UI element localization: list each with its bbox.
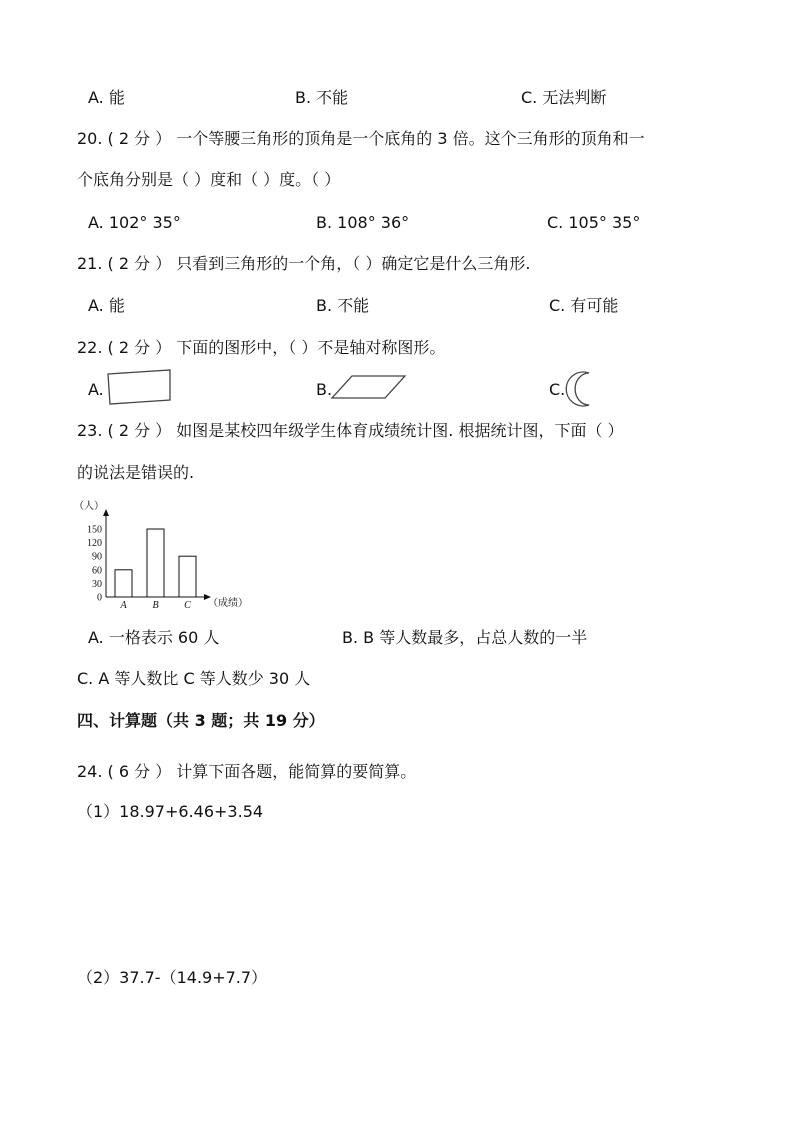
bar-c xyxy=(179,556,196,597)
y-tick-label: 150 xyxy=(87,524,102,536)
x-category-label: B xyxy=(152,600,159,611)
q21-option-c[interactable]: C. 有可能 xyxy=(549,296,619,315)
question-22-text: 22. ( 2 分 ） 下面的图形中，（ ）不是轴对称图形。 xyxy=(77,338,446,357)
x-axis-label: （成绩） xyxy=(208,598,248,609)
q23-option-b[interactable]: B. B 等人数最多，占总人数的一半 xyxy=(342,628,588,647)
q19-option-b[interactable]: B. 不能 xyxy=(295,88,349,107)
bar-a xyxy=(115,570,132,597)
q20-option-c[interactable]: C. 105° 35° xyxy=(547,213,641,232)
y-tick-label: 0 xyxy=(97,592,102,604)
q19-option-a[interactable]: A. 能 xyxy=(88,88,125,107)
crescent-moon-shape-icon xyxy=(565,371,605,407)
q23-option-a[interactable]: A. 一格表示 60 人 xyxy=(88,628,220,647)
question-23-text: 23. ( 2 分 ） 如图是某校四年级学生体育成绩统计图. 根据统计图，下面（ ） xyxy=(77,421,624,440)
q20-option-b[interactable]: B. 108° 36° xyxy=(316,213,410,232)
section-heading: 四、计算题（共 3 题；共 19 分） xyxy=(77,711,325,730)
q21-option-b[interactable]: B. 不能 xyxy=(316,296,370,315)
bar-b xyxy=(147,529,164,597)
q23-option-c[interactable]: C. A 等人数比 C 等人数少 30 人 xyxy=(77,669,311,688)
x-category-label: A xyxy=(120,600,127,611)
y-tick-label: 120 xyxy=(87,538,102,550)
y-tick-label: 60 xyxy=(92,565,102,577)
y-tick-label: 90 xyxy=(92,551,102,563)
y-axis-label: （人） xyxy=(74,501,104,512)
parallelogram-shape-icon xyxy=(330,373,408,401)
q24-sub-question-1: （1）18.97+6.46+3.54 xyxy=(77,802,264,821)
y-tick-label: 30 xyxy=(92,578,102,590)
q21-option-a[interactable]: A. 能 xyxy=(88,296,125,315)
q22-option-b[interactable]: B. xyxy=(316,380,333,399)
q19-option-c[interactable]: C. 无法判断 xyxy=(521,88,607,107)
question-24-text: 24. ( 6 分 ） 计算下面各题，能简算的要简算。 xyxy=(77,762,417,781)
question-23-text-cont: 的说法是错误的. xyxy=(77,463,195,482)
q24-sub-question-2: （2）37.7-（14.9+7.7） xyxy=(77,968,268,987)
question-20-text-cont: 个底角分别是（ ）度和（ ）度。（ ） xyxy=(77,170,341,189)
question-21-text: 21. ( 2 分 ） 只看到三角形的一个角，（ ）确定它是什么三角形. xyxy=(77,254,531,273)
q22-option-a[interactable]: A. xyxy=(88,380,104,399)
q20-option-a[interactable]: A. 102° 35° xyxy=(88,213,181,232)
question-20-text: 20. ( 2 分 ） 一个等腰三角形的顶角是一个底角的 3 倍。这个三角形的顶角和一 xyxy=(77,129,645,148)
q22-option-c[interactable]: C. xyxy=(549,380,566,399)
x-category-label: C xyxy=(184,600,191,611)
grade-bar-chart xyxy=(70,495,260,615)
rectangle-shape-icon xyxy=(104,368,172,406)
